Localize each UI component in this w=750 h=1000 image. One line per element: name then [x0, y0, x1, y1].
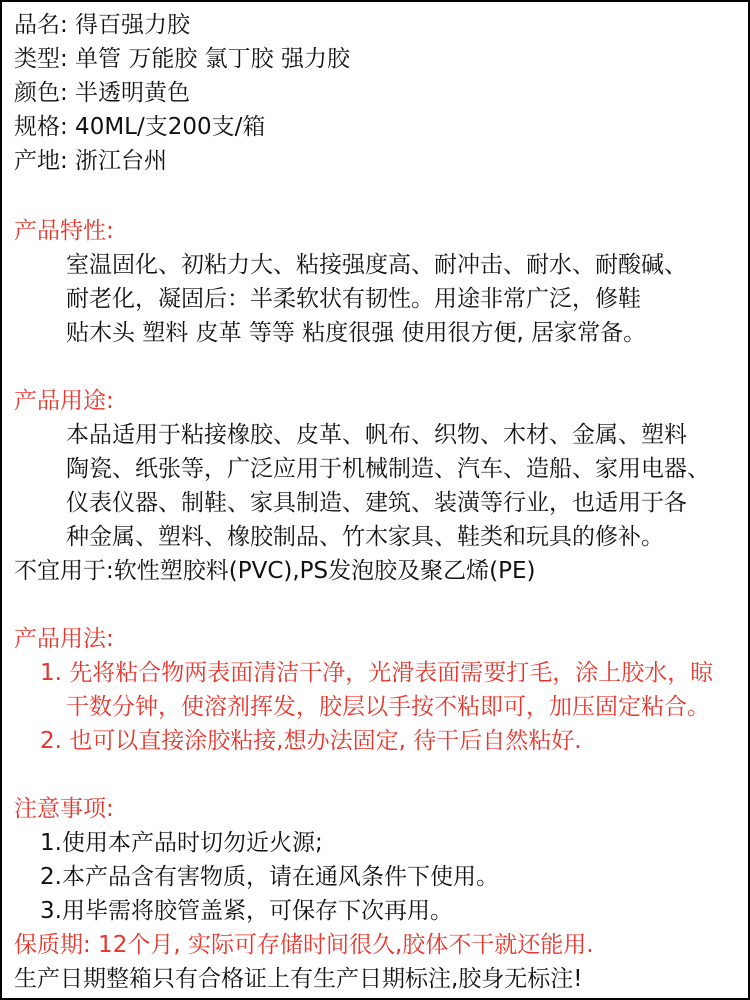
features-heading: 产品特性:: [14, 218, 114, 244]
note-item: 3.用毕需将胶管盖紧，可保存下次再用。: [40, 898, 453, 924]
spec-product-name: 品名: 得百强力胶: [14, 12, 191, 38]
not-suitable-note: 不宜用于:软性塑胶料(PVC),PS发泡胶及聚乙烯(PE): [14, 558, 536, 584]
spec-color: 颜色: 半透明黄色: [14, 80, 191, 106]
uses-line: 本品适用于粘接橡胶、皮革、帆布、织物、木材、金属、塑料: [66, 422, 687, 448]
method-step-1: 1. 先将粘合物两表面清洁干净，光滑表面需要打毛，涂上胶水，晾: [40, 660, 714, 686]
spec-origin: 产地: 浙江台州: [14, 148, 168, 174]
features-line: 耐老化，凝固后：半柔软状有韧性。用途非常广泛，修鞋: [66, 286, 641, 312]
notes-heading: 注意事项:: [14, 796, 114, 822]
uses-line: 仪表仪器、制鞋、家具制造、建筑、装潢等行业，也适用于各: [66, 490, 687, 516]
method-heading: 产品用法:: [14, 626, 114, 652]
shelf-life-note: 保质期: 12个月, 实际可存储时间很久,胶体不干就还能用.: [14, 932, 594, 958]
spec-size: 规格: 40ML/支200支/箱: [14, 114, 266, 140]
features-line: 贴木头 塑料 皮革 等等 粘度很强 使用很方便, 居家常备。: [66, 320, 647, 346]
production-date-note: 生产日期整箱只有合格证上有生产日期标注,胶身无标注!: [14, 966, 583, 992]
features-line: 室温固化、初粘力大、粘接强度高、耐冲击、耐水、耐酸碱、: [66, 252, 687, 278]
note-item: 1.使用本产品时切勿近火源;: [40, 830, 323, 856]
uses-line: 陶瓷、纸张等，广泛应用于机械制造、汽车、造船、家用电器、: [66, 456, 710, 482]
uses-heading: 产品用途:: [14, 388, 114, 414]
method-step-2: 2. 也可以直接涂胶粘接,想办法固定, 待干后自然粘好.: [40, 728, 582, 754]
method-step-1-continued: 干数分钟，使溶剂挥发，胶层以手按不粘即可，加压固定粘合。: [66, 694, 710, 720]
note-item: 2.本产品含有害物质，请在通风条件下使用。: [40, 864, 499, 890]
spec-type: 类型: 单管 万能胶 氯丁胶 强力胶: [14, 46, 350, 72]
uses-line: 种金属、塑料、橡胶制品、竹木家具、鞋类和玩具的修补。: [66, 524, 664, 550]
